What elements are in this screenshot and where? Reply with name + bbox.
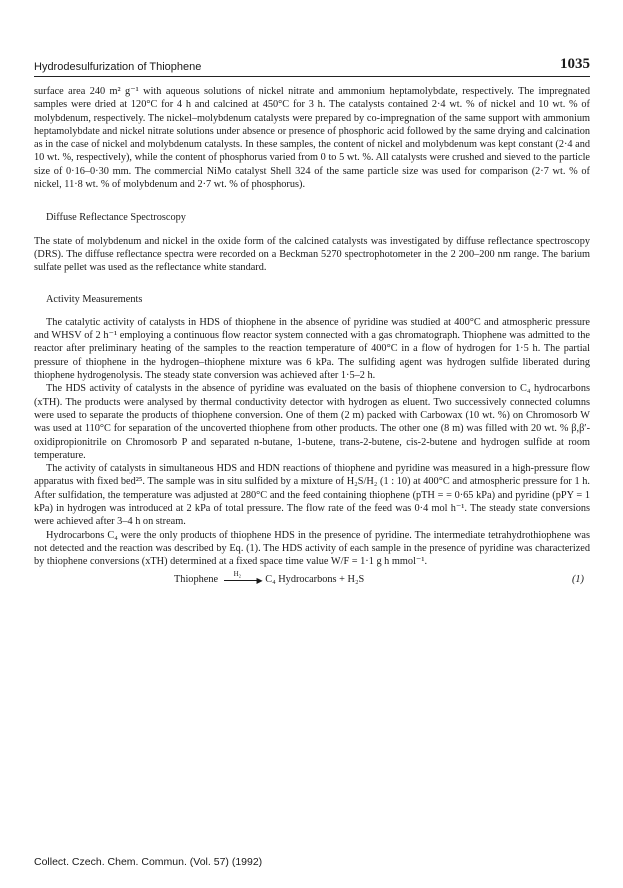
section-heading-drs: Diffuse Reflectance Spectroscopy xyxy=(46,212,186,224)
activity-paragraph-4: Hydrocarbons C₄ were the only products of thiophene HDS in the presence of pyridine. The intermediate tetrahydrothiophene was not detected and the reaction was described by Eq. (1). The HDS activity of each sample in the presence of pyridine was characterized by thiophene conversions (xTH) determined at a fixed space time value W/F = 1·1 g h mmol⁻¹. xyxy=(34,529,590,568)
running-title: Hydrodesulfurization of Thiophene xyxy=(34,61,202,73)
page-number: 1035 xyxy=(560,56,590,72)
section-heading-activity: Activity Measurements xyxy=(46,293,143,305)
equation-reactant: Thiophene xyxy=(174,573,219,585)
arrow-label: H₂ xyxy=(233,569,242,578)
drs-paragraph: The state of molybdenum and nickel in the oxide form of the calcined catalysts was investigated by diffuse reflectance spectroscopy (DRS). The diffuse reflectance spectra were recorded on a Beckman 5270 spectrophotometer in the 2 200–200 nm range. The barium sulfate pellet was used as the reflectance white standard. xyxy=(34,235,590,274)
journal-citation-footer: Collect. Czech. Chem. Commun. (Vol. 57) (1992) xyxy=(34,856,263,868)
journal-page xyxy=(34,56,590,587)
article-body xyxy=(34,85,590,587)
activity-paragraph-1: The catalytic activity of catalysts in HDS of thiophene in the absence of pyridine was studied at 400°C and atmospheric pressure and WHSV of 2 h⁻¹ employing a continuous flow reactor system connected with a gas chromatograph. Thiophene was admitted to the reactor after preliminary heating of the samples to the reaction temperature of 400°C in a flow of hydrogen for 1·5 h. The partial pressure of thiophene in the hydrogen–thiophene mixture was 6 kPa. The sulfiding agent was hydrogen sulfide liberated during thiophene hydrogenolysis. The steady state conversion was achieved after 1·5–2 h. xyxy=(34,316,590,382)
equation-products: C₄ Hydrocarbons + H₂S xyxy=(265,573,365,585)
running-header xyxy=(34,56,590,77)
equation-number: (1) xyxy=(571,573,584,585)
activity-paragraph-2: The HDS activity of catalysts in the absence of pyridine was evaluated on the basis of thiophene conversion to C₄ hydrocarbons (xTH). The products were analysed by thermal conductivity detector with hydrogen as eluent. Two successively connected columns were used to separate the products of thiophene conversion. One of them (2 m) packed with Carbowax (10 wt. %) on Chromosorb W was used at 110°C for separation of the uncoverted thiophene from other products. The other one (8 m) was filled with 20 wt. % β,β′-oxidipropionitrile on Chromosorb P and separated n-butane, 1-butene, trans-2-butene, cis-2-butene and hydrogen sulfide at room temperature. xyxy=(34,383,590,461)
activity-paragraph-3: The activity of catalysts in simultaneous HDS and HDN reactions of thiophene and pyridine was measured in a high-pressure flow apparatus with fixed bed²⁵. The sample was in situ sulfided by a mixture of H₂S/H₂ (1 : 10) at 400°C and atmospheric pressure for 1 h. After sulfidation, the temperature was adjusted at 280°C and the feed containing thiophene (pTH = = 0·65 kPa) and pyridine (pPY = 1 kPa) in hydrogen was introduced at 2 kPa of total pressure. The flow rate of the feed was 0·4 mol h⁻¹. The steady state conversions were achieved after 3–4 h on stream. xyxy=(34,463,590,528)
equation-body xyxy=(174,569,365,586)
reaction-equation xyxy=(34,571,590,587)
intro-paragraph: surface area 240 m² g⁻¹ with aqueous solutions of nickel nitrate and ammonium heptamolybdate, respectively. The impregnated samples were dried at 120°C for 4 h and calcined at 450°C for 3 h. The catalysts contained 2·4 wt. % of nickel and 10 wt. % of molybdenum, respectively. The nickel–molybdenum catalysts were prepared by co-impregnation of the same support with ammonium heptamolybdate and nickel nitrate solutions under absence or presence of phosphoric acid followed by the same drying and calcination as in the case of nickel and molybdenum catalysts. In these samples, the content of nickel and molybdenum was kept constant (2·4 and 10 wt. %, respectively), while the content of phosphorus varied from 0 to 5 wt. %. All catalysts were crushed and sieved to the particle size of 0·16–0·30 mm. The commercial NiMo catalyst Shell 324 of the same particle size was used for comparison (2·7 wt. % of nickel, 11·8 wt. % of molybdenum and 2·7 wt. % of phosphorus). xyxy=(34,86,590,191)
reaction-arrow-icon: H₂ ▶ xyxy=(224,578,260,581)
